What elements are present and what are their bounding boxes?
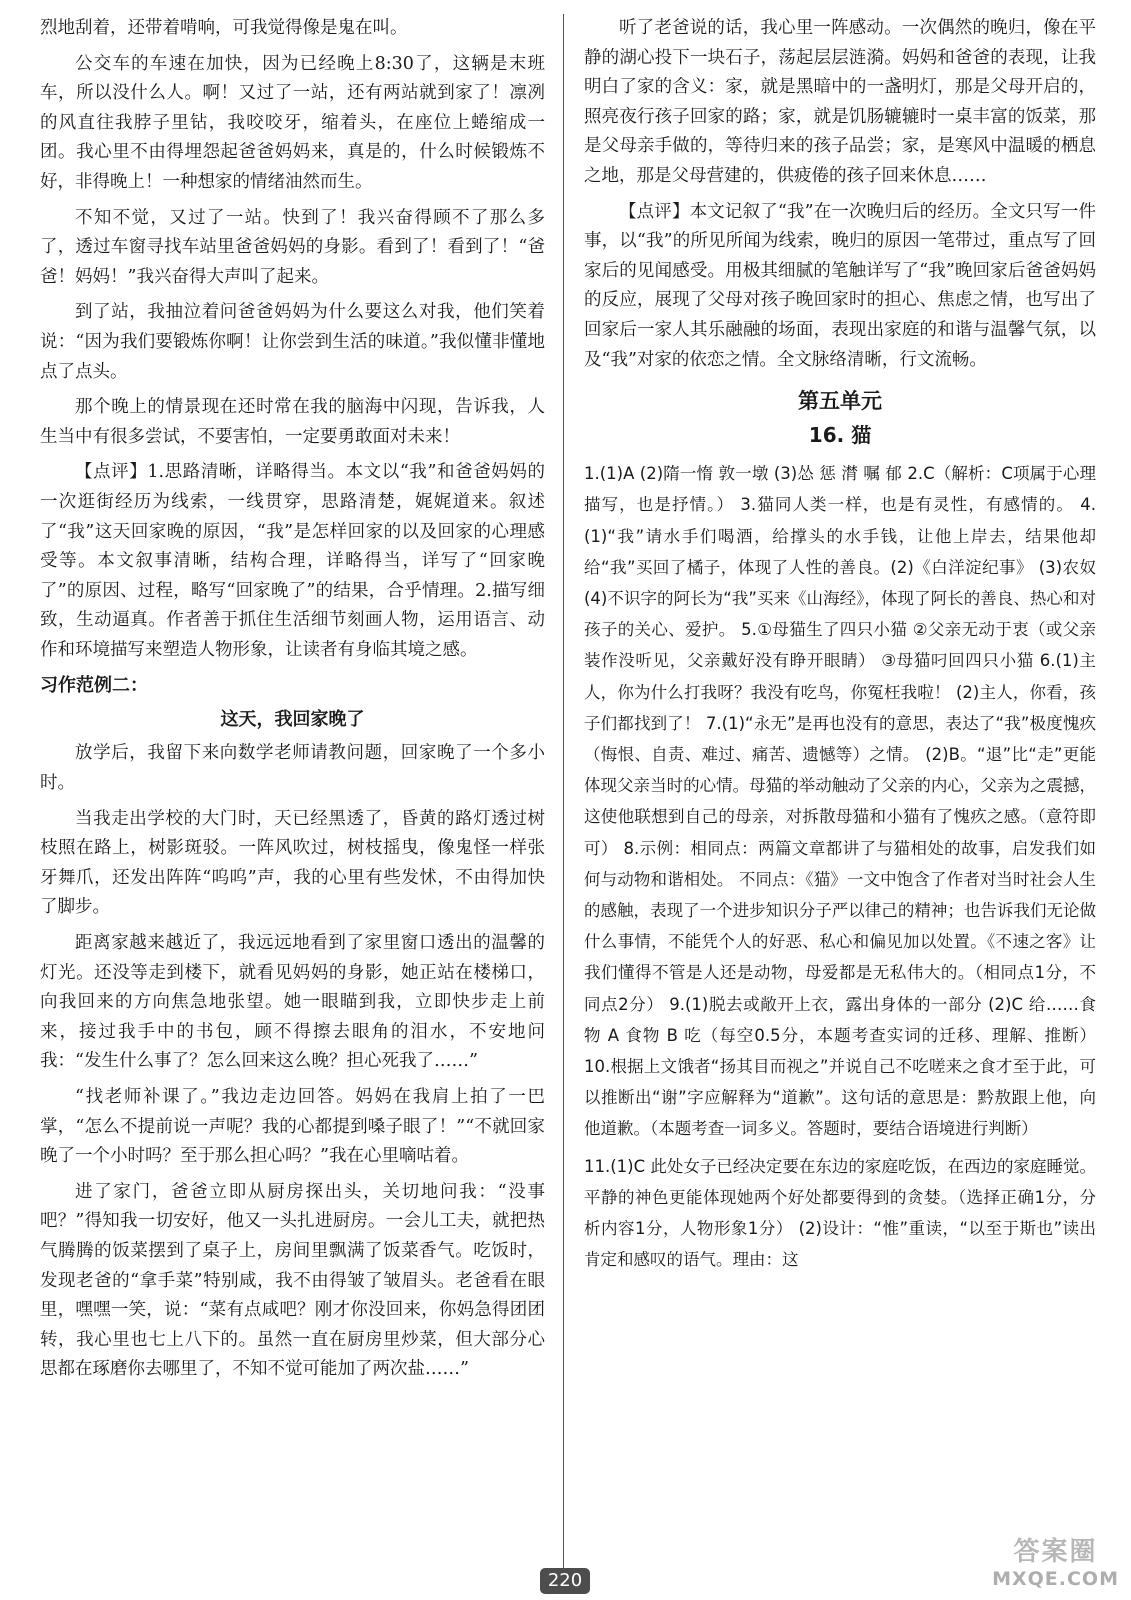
watermark-domain: MXQE.COM	[992, 1568, 1119, 1590]
paragraph: 烈地刮着，还带着啃响，可我觉得像是鬼在叫。	[40, 18, 408, 38]
answer-block: 11.(1)C 此处女子已经决定要在东边的家庭吃饭，在西边的家庭睡觉。平静的神色更能体现她两个好处都要得到的贪婪。（选择正确1分，分析内容1分，人物形象1分） (2)设计：“惟”重读，“以至于斯也”读出肯定和感叹的语气。理由：这	[584, 1156, 1096, 1270]
commentary: 【点评】本文记叙了“我”在一次晚归后的经历。全文只写一件事，以“我”的所见所闻为线索，晚归的原因一笔带过，重点写了回家后的见闻感受。用极其细腻的笔触详写了“我”晚回家后爸爸妈妈的反应，展现了父母对孩子晚回家时的担心、焦虑之情，也写出了回家后一家人其乐融融的场面，表现出家庭的和谐与温馨气氛，以及“我”对家的依恋之情。全文脉络清晰，行文流畅。	[584, 201, 1096, 370]
lesson-title: 16. 猫	[808, 423, 872, 448]
unit-title: 第五单元	[798, 389, 882, 414]
paragraph: 听了老爸说的话，我心里一阵感动。一次偶然的晚归，像在平静的湖心投下一块石子，荡起层层涟漪。妈妈和爸爸的表现，让我明白了家的含义：家，就是黑暗中的一盏明灯，那是父母开启的，照亮夜行孩子回家的路；家，就是饥肠辘辘时一桌丰富的饭菜，那是父母亲手做的，等待归来的孩子品尝；家，是寒风中温暖的栖息之地，那是父母营建的，供疲倦的孩子回来休息……	[584, 18, 1096, 186]
left-column	[40, 14, 545, 1391]
paragraph: 不知不觉，又过了一站。快到了！我兴奋得顾不了那么多了，透过车窗寻找车站里爸爸妈妈的身影。看到了！看到了！“爸爸！妈妈！”我兴奋得大声叫了起来。	[40, 207, 545, 287]
paragraph: 放学后，我留下来向数学老师请教问题，回家晚了一个多小时。	[40, 743, 545, 794]
essay-title: 这天，我回家晚了	[220, 709, 365, 731]
paragraph: 当我走出学校的大门时，天已经黑透了，昏黄的路灯透过树枝照在路上，树影斑驳。一阵风吹过，树枝摇曳，像鬼怪一样张牙舞爪，还发出阵阵“呜呜”声，我的心里有些发怵，不由得加快了脚步。	[40, 808, 545, 918]
paragraph: 进了家门，爸爸立即从厨房探出头，关切地问我：“没事吧？”得知我一切安好，他又一头扎进厨房。一会儿工夫，就把热气腾腾的饭菜摆到了桌子上，房间里飘满了饭菜香气。吃饭时，发现老爸的“拿手菜”特别咸，我不由得皱了皱眉头。老爸看在眼里，嘿嘿一笑，说：“菜有点咸吧？刚才你没回来，你妈急得团团转，我心里也七上八下的。虽然一直在厨房里炒菜，但大部分心思都在琢磨你去哪里了，不知不觉可能加了两次盐……”	[40, 1181, 545, 1380]
watermark-logo	[992, 1531, 1119, 1590]
paragraph: 距离家越来越近了，我远远地看到了家里窗口透出的温馨的灯光。还没等走到楼下，就看见妈妈的身影，她正站在楼梯口，向我回来的方向焦急地张望。她一眼瞄到我，立即快步走上前来，接过我手中的书包，顾不得擦去眼角的泪水，不安地问我：“发生什么事了？怎么回来这么晚？担心死我了……”	[40, 933, 545, 1072]
page-number: 220	[540, 1568, 590, 1594]
paragraph: 那个晚上的情景现在还时常在我的脑海中闪现，告诉我，人生当中有很多尝试，不要害怕，一定要勇敢面对未来！	[40, 397, 545, 447]
answer-block: 1.(1)A (2)隋一惰 敦一墩 (3)怂 惩 潸 嘱 郁 2.C（解析：C项属于心理描写，也是抒情。） 3.猫同人类一样，也是有灵性，有感情的。 4.(1)“我”请水手们喝酒，给撑头的水手钱，让他上岸去，结果他却给“我”买回了橘子，体现了人性的善良。(2)《白洋淀纪事》 (3)农奴 (4)不识字的阿长为“我”买来《山海经》，体现了阿长的善良、热心和对孩子的关心、爱护。 5.①母猫生了四只小猫 ②父亲无动于衷（或父亲装作没听见，父亲戴好没有睁开眼睛） ③母猫叼回四只小猫 6.(1)主人，你为什么打我呀？我没有吃鸟，你冤枉我啦！ (2)主人，你看，孩子们都找到了！ 7.(1)“永无”是再也没有的意思，表达了“我”极度愧疚（悔恨、自责、难过、痛苦、遗憾等）之情。 (2)B。“退”比“走”更能体现父亲当时的心情。母猫的举动触动了父亲的内心，父亲为之震撼，这使他联想到自己的母亲，对拆散母猫和小猫有了愧疚之感。（意符即可） 8.示例：相同点：两篇文章都讲了与猫相处的故事，启发我们如何与动物和谐相处。 不同点：《猫》一文中饱含了作者对当时社会人生的感触，表现了一个进步知识分子严以律己的精神；也告诉我们无论做什么事情，不能凭个人的好恶、私心和偏见加以处置。《不速之客》让我们懂得不管是人还是动物，母爱都是无私伟大的。（相同点1分，不同点2分） 9.(1)脱去或敞开上衣，露出身体的一部分 (2)C 给……食物 A 食物 B 吃（每空0.5分，本题考查实词的迁移、理解、推断） 10.根据上文饿者“扬其目而视之”并说自己不吃嗟来之食才至于此，可以推断出“谢”字应解释为“道歉”。这句话的意思是：黔敖跟上他，向他道歉。（本题考查一词多义。答题时，要结合语境进行判断）	[584, 464, 1097, 1139]
right-column	[584, 14, 1096, 1281]
paragraph: 公交车的车速在加快，因为已经晚上8:30了，这辆是末班车，所以没什么人。啊！又过了一站，还有两站就到家了！凛冽的风直往我脖子里钻，我咬咬牙，缩着头，在座位上蜷缩成一团。我心里不由得埋怨起爸爸妈妈来，真是的，什么时候锻炼不好，非得晚上！一种想家的情绪油然而生。	[40, 53, 545, 192]
watermark-badge: 答案圈	[1013, 1537, 1098, 1567]
section-heading: 习作范例二：	[40, 675, 148, 697]
column-divider	[563, 14, 564, 1569]
commentary: 【点评】1.思路清晰，详略得当。本文以“我”和爸爸妈妈的一次逛街经历为线索，一线贯穿，思路清楚，娓娓道来。叙述了“我”这天回家晚的原因，“我”是怎样回家的以及回家的心理感受等。本文叙事清晰，结构合理，详略得当，详写了“回家晚了”的原因、过程，略写“回家晚了”的结果，合乎情理。2.描写细致，生动逼真。作者善于抓住生活细节刻画人物，运用语言、动作和环境描写来塑造人物形象，让读者有身临其境之感。	[40, 462, 545, 660]
paragraph: “找老师补课了。”我边走边回答。妈妈在我肩上拍了一巴掌，“怎么不提前说一声呢？我的心都提到嗓子眼了！”“不就回家晚了一个小时吗？至于那么担心吗？”我在心里嘀咕着。	[40, 1087, 545, 1167]
paragraph: 到了站，我抽泣着问爸爸妈妈为什么要这么对我，他们笑着说：“因为我们要锻炼你啊！让你尝到生活的味道。”我似懂非懂地点了点头。	[40, 302, 545, 382]
